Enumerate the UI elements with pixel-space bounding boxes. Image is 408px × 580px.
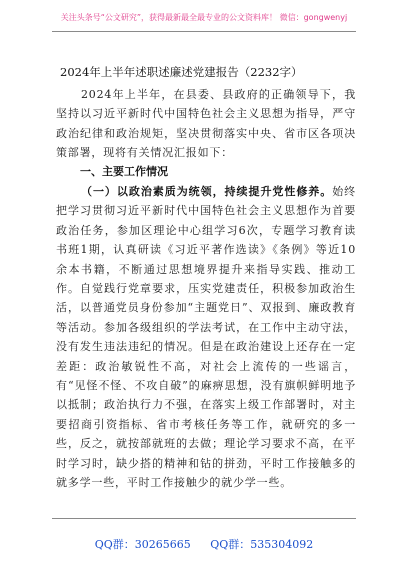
subsection-heading: （一）以政治素质为统领，持续提升党性修养。 (81, 185, 333, 198)
header-divider (52, 31, 356, 32)
body-paragraph (56, 182, 356, 493)
body-paragraph-text: 始终把学习贯彻习近平新时代中国特色社会主义思想作为首要政治任务，参加区理论中心组学习6次，专题学习教育读书班1期，认真研读《习近平著作选读》《条例》等近10余本书籍，不断通过思想境界提升来指导实践、推动工作。自觉践行党章要求，压实党建责任，积极参加政治生活，以普通党员身份参加“主题党日”、双报到、廉政教育等活动。参加各级组织的学法考试，在工作中主动守法，没有发生违法违纪的情况。但是在政治建设上还存在一定差距：政治敏锐性不高，对社会上流传的一些谣言，有“见怪不怪、不攻自破”的麻痹思想，没有旗帜鲜明地予以抵制；政治执行力不强，在落实上级工作部署时，对主要招商引资指标、省市考核任务等工作，就研究的多一些，反之，就按部就班的去做；理论学习要求不高，在平时学习时，缺少搭的精神和钻的拼劲，平时工作接触多的就多学一些，平时工作接触少的就少学一些。 (56, 185, 356, 490)
footer-contacts (0, 536, 408, 552)
qq-group-1: QQ群：30265665 (94, 538, 191, 551)
section-heading: 一、主要工作情况 (80, 165, 168, 178)
intro-paragraph: 2024年上半年，在县委、县政府的正确领导下，我坚持以习近平新时代中国特色社会主义思想为指导，严守政治纪律和政治规矩，坚决贯彻落实中央、省市区各项决策部署，现将有关情况汇报如下： (56, 88, 356, 160)
document-title: 2024年上半年述职述廉述党建报告（2232字） (60, 65, 303, 79)
qq-group-2: QQ群：535304092 (210, 538, 314, 551)
header-banner: 关注头条号“公文研究”，获得最新最全最专业的公文资料库！ 微信：gongwenyj (60, 13, 348, 22)
footer-divider (52, 518, 356, 519)
